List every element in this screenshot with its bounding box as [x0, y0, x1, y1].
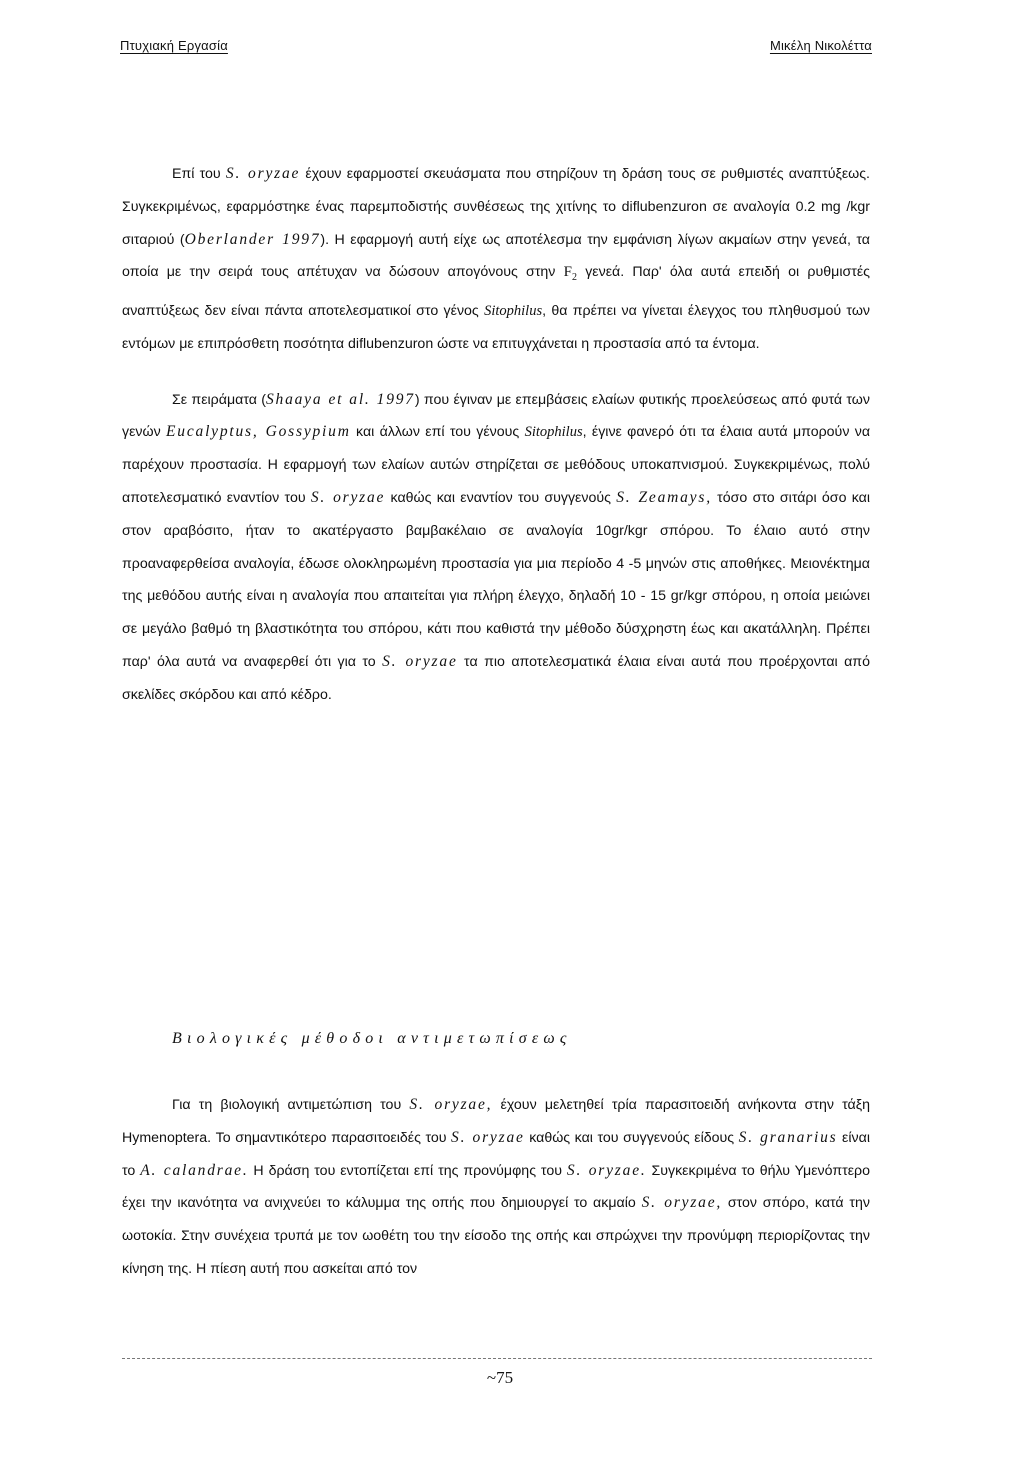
- text-run: Σε πειράματα (: [172, 391, 266, 408]
- paragraph-regulators: [122, 158, 870, 361]
- paragraph-plant-oils: [122, 384, 870, 712]
- genus-name: Sitophilus: [484, 303, 543, 320]
- text-run: Η δράση του εντοπίζεται επί της προνύμφης του: [248, 1162, 567, 1179]
- paragraph-biological-control: [122, 1089, 870, 1286]
- body-text-bottom: [122, 1089, 870, 1286]
- species-name: S. oryzae: [225, 165, 301, 182]
- species-name: S. oryzae: [451, 1128, 525, 1146]
- genus-names: Eucalyptus, Gossypium: [166, 423, 351, 441]
- text-run: , θα πρέπει να γίνεται έλεγχος του πληθυσμού των εντόμων με επιπρόσθετη ποσότητα diflubenzuron ώστε να επιτυγχάνεται η προστασία από τα έντομα.: [122, 303, 870, 352]
- species-name: A. calandrae.: [140, 1161, 249, 1179]
- species-name: S. oryzae: [310, 489, 386, 506]
- text-run: Επί του: [172, 166, 226, 182]
- header-title: Πτυχιακή Εργασία: [120, 38, 228, 53]
- text-run: στον σπόρο, κατά την ωοτοκία. Στην συνέχεια τρυπά με τον ωοθέτη του την είσοδο της οπής και σπρώχνει την προνύμφη περιορίζοντας την κίνηση της. Η πίεση αυτή που ασκείται από τον: [122, 1195, 870, 1277]
- text-run: έχουν μελετηθεί τρία παρασιτοειδή ανήκοντα στην τάξη Hymenoptera. Το σημαντικότερο παρασιτοειδές του: [122, 1097, 871, 1146]
- species-name: S. Zeamays,: [616, 489, 712, 506]
- header-author: Μικέλη Νικολέττα: [769, 38, 872, 53]
- page-number: ~75: [486, 1368, 514, 1387]
- text-run: Για τη βιολογική αντιμετώπιση του: [172, 1097, 410, 1113]
- citation: Oberlander 1997: [184, 230, 321, 248]
- text-run: γενεά. Παρ' όλα αυτά επειδή οι ρυθμιστές αναπτύξεως δεν είναι πάντα αποτελεσματικοί στο γένος: [122, 264, 870, 320]
- citation: Shaaya et al. 1997: [265, 390, 415, 408]
- text-run: τα πιο αποτελεσματικά έλαια είναι αυτά που προέρχονται από σκελίδες σκόρδου και από κέδρο.: [122, 653, 870, 703]
- page-header: [120, 38, 872, 53]
- body-text-top: [122, 158, 870, 712]
- text-run: έχουν εφαρμοστεί σκευάσματα που στηρίζουν τη δράση τους σε ρυθμιστές αναπτύξεως. Συγκεκριμένως, εφαρμόστηκε ένας παρεμποδιστής συνθέσεως της χιτίνης το diflubenzuron σε αναλογία 0.2 mg /kgr σιταριού (: [122, 166, 870, 248]
- text-run: ). Η εφαρμογή αυτή είχε ως αποτέλεσμα την εμφάνιση λίγων ακμαίων στην γενεά, τα οποία με την σειρά τους απέτυχαν να δώσουν απογόνους στην: [122, 231, 870, 281]
- text-run: τόσο στο σιτάρι όσο και στον αραβόσιτο, ήταν το ακατέργαστο βαμβακέλαιο σε αναλογία 10gr/kgr σπόρου. Το έλαιο αυτό στην προαναφερθείσα αναλογία, έδωσε ολοκληρωμένη προστασία για μια περίοδο 4 -5 μηνών στις αποθήκες. Μειονέκτημα της μεθόδου αυτής είναι η αναλογία που απαιτείται για πλήρη έλεγχο, δηλαδή 10 - 15 gr/kgr σπόρου, η οποία μειώνει σε μεγάλο βαθμό τη βλαστικότητα του σπόρου, κάτι που καθιστά την μέθοδο δύσχρηστη έως και ακατάλληλη. Πρέπει παρ' όλα αυτά να αναφερθεί ότι για το: [122, 490, 871, 670]
- text-run: καθώς και του συγγενούς είδους: [524, 1129, 739, 1146]
- species-name: S. oryzae.: [566, 1161, 647, 1179]
- species-name: S. oryzae: [382, 652, 458, 670]
- text-run: είναι το: [122, 1129, 870, 1179]
- genus-name: Sitophilus: [524, 424, 583, 441]
- generation-symbol: F: [563, 264, 572, 281]
- text-run: και άλλων επί του γένους: [350, 424, 525, 441]
- section-heading: Βιολογικές μέθοδοι αντιμετωπίσεως: [172, 1030, 572, 1047]
- species-name: S. granarius: [738, 1128, 838, 1146]
- footer-divider: [122, 1358, 872, 1359]
- text-run: ) που έγιναν με επεμβάσεις ελαίων φυτικής προελεύσεως από φυτά των γενών: [122, 391, 870, 441]
- species-name: S. oryzae,: [641, 1194, 723, 1212]
- text-run: Συγκεκριμένα το θήλυ Υμενόπτερο έχει την ικανότητα να ανιχνεύει το κάλυμμα της οπής που δημιουργεί το ακμαίο: [122, 1162, 871, 1212]
- generation-subscript: 2: [571, 272, 577, 284]
- text-run: , έγινε φανερό ότι τα έλαια αυτά μπορούν να παρέχουν προστασία. Η εφαρμογή των ελαίων αυτών στηρίζεται σε μεθόδους υποκαπνισμού. Συγκεκριμένως, πολύ αποτελεσματικό εναντίον του: [122, 424, 871, 506]
- text-run: καθώς και εναντίον του συγγενούς: [385, 490, 617, 506]
- species-name: S. oryzae,: [409, 1096, 493, 1113]
